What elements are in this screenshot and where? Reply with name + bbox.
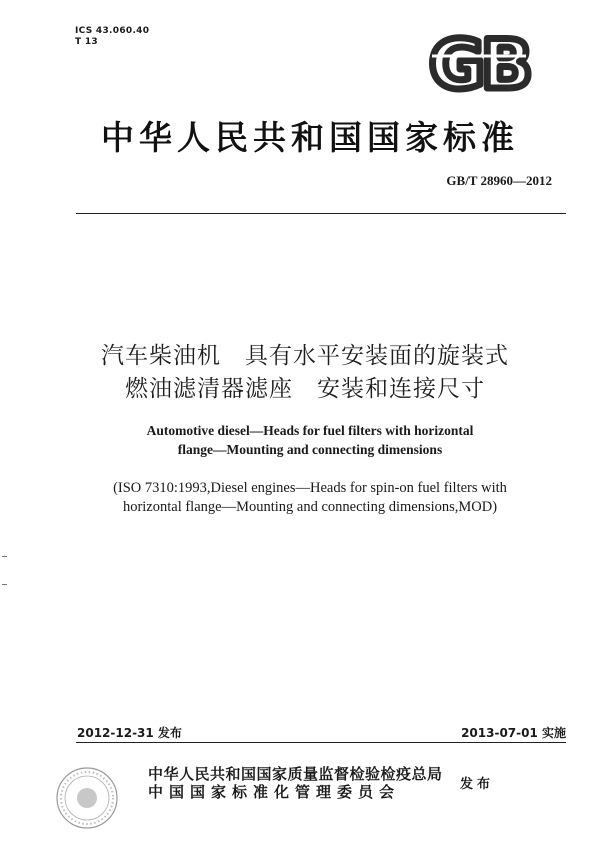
org-title: 中华人民共和国国家标准 bbox=[101, 118, 519, 157]
footer-divider bbox=[76, 742, 566, 743]
implementation-date: 2013-07-01 实施 bbox=[461, 726, 566, 740]
gb-logo-text: GB bbox=[429, 32, 529, 94]
title-en-line-1: Automotive diesel—Heads for fuel filters with horizontal bbox=[146, 423, 474, 438]
issue-date: 2012-12-31 发布 bbox=[77, 726, 182, 740]
publish-label: 发布 bbox=[460, 777, 495, 792]
standard-number: GB/T 28960—2012 bbox=[446, 173, 552, 188]
iso-reference-line-2: horizontal flange—Mounting and connecting dimensions,MOD) bbox=[122, 499, 498, 515]
ics-code: ICS 43.060.40 bbox=[75, 26, 150, 36]
title-en-line-2: flange—Mounting and connecting dimensions bbox=[177, 442, 443, 457]
header-divider bbox=[76, 213, 566, 214]
issuer-sac: 中国国家标准化管理委员会 bbox=[148, 783, 401, 801]
scan-margin-mark bbox=[2, 584, 7, 585]
seal-center bbox=[77, 788, 97, 808]
iso-reference-line-1: (ISO 7310:1993,Diesel engines—Heads for spin-on fuel filters with bbox=[113, 480, 507, 496]
scan-margin-mark bbox=[2, 556, 7, 557]
seal-stamp bbox=[52, 763, 122, 833]
title-zh-line-1: 汽车柴油机 具有水平安装面的旋装式 bbox=[101, 343, 509, 369]
gb-logo bbox=[424, 32, 534, 94]
classification-codes bbox=[75, 26, 195, 48]
ccs-code: T 13 bbox=[75, 37, 98, 47]
title-zh-line-2: 燃油滤清器滤座 安装和连接尺寸 bbox=[125, 376, 485, 402]
issuer-aqsiq: 中华人民共和国国家质量监督检验检疫总局 bbox=[148, 765, 443, 783]
